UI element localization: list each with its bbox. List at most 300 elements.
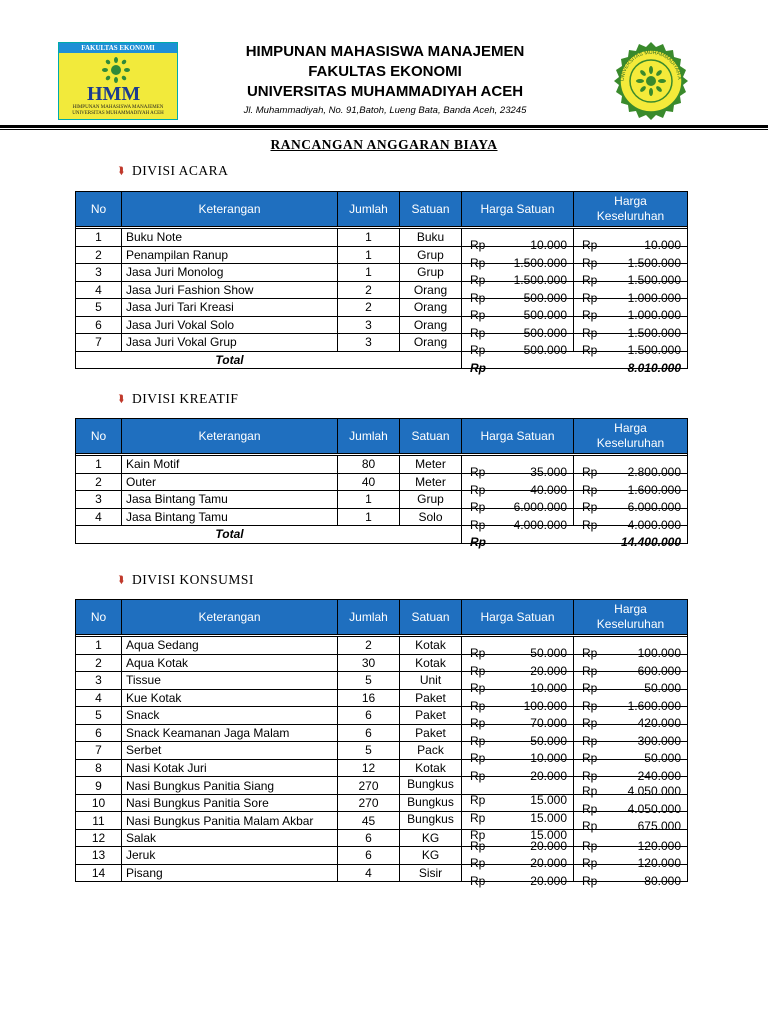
currency-label: Rp: [470, 517, 486, 532]
amount: 15.000: [530, 828, 567, 842]
currency-label: Rp: [582, 819, 598, 833]
row-harga-satuan: [462, 281, 574, 305]
row-jumlah: 6: [338, 829, 400, 847]
row-harga-keseluruhan: [574, 316, 688, 340]
section-heading-konsumsi: ⮯ DIVISI KONSUMSI: [118, 572, 254, 587]
col-header-jumlah: Jumlah: [338, 419, 400, 454]
table-row: [76, 299, 688, 317]
row-harga-keseluruhan: [574, 246, 688, 270]
row-jumlah: 1: [338, 264, 400, 282]
row-harga-satuan: [462, 316, 574, 340]
row-harga-satuan: [462, 473, 574, 497]
row-harga-satuan: [462, 864, 574, 888]
row-harga-keseluruhan: [574, 672, 688, 696]
row-satuan: Meter: [400, 473, 462, 491]
row-jumlah: 3: [338, 316, 400, 334]
amount: 300.000: [637, 733, 681, 748]
row-harga-satuan: [462, 794, 574, 825]
row-keterangan: Nasi Bungkus Panitia Malam Akbar: [122, 812, 338, 830]
col-header-keterangan: Keterangan: [122, 419, 338, 454]
logo-faculty-label: FAKULTAS EKONOMI: [59, 43, 177, 53]
amount: 1.600.000: [627, 698, 681, 713]
amount: 4.000.000: [513, 517, 567, 532]
row-harga-satuan: [462, 759, 574, 783]
row-harga-satuan: [462, 491, 574, 515]
letterhead-rule-thin: [0, 129, 768, 130]
row-satuan: Unit: [400, 672, 462, 690]
currency-label: Rp: [470, 768, 486, 783]
row-satuan: Orang: [400, 316, 462, 334]
amount: 20.000: [530, 856, 567, 871]
col-header-jumlah: Jumlah: [338, 600, 400, 635]
hmm-logo: [58, 42, 178, 120]
currency-label: Rp: [582, 255, 598, 270]
row-harga-keseluruhan: [574, 724, 688, 748]
row-jumlah: 2: [338, 281, 400, 299]
table-acara: [75, 191, 688, 375]
row-keterangan: Buku Note: [122, 229, 338, 247]
row-harga-satuan: [462, 456, 574, 480]
amount: 500.000: [523, 290, 567, 305]
currency-label: Rp: [470, 873, 486, 888]
row-jumlah: 3: [338, 334, 400, 352]
row-no: 5: [76, 299, 122, 317]
col-header-no: No: [76, 419, 122, 454]
currency-label: Rp: [582, 500, 598, 515]
currency-label: Rp: [470, 308, 486, 323]
row-harga-satuan: [462, 229, 574, 253]
table-row: [76, 654, 688, 672]
row-no: 4: [76, 281, 122, 299]
table-row: [76, 689, 688, 707]
currency-label: Rp: [470, 273, 486, 288]
row-jumlah: 2: [338, 299, 400, 317]
currency-label: Rp: [470, 343, 486, 358]
amount: 10.000: [644, 238, 681, 253]
total-value: 8.010.000: [574, 351, 688, 369]
table-row: [76, 491, 688, 509]
row-jumlah: 45: [338, 812, 400, 830]
amount: 15.000: [530, 793, 567, 807]
row-harga-keseluruhan: [574, 473, 688, 497]
col-header-harga-satuan: Harga Satuan: [462, 419, 574, 454]
row-keterangan: Jasa Bintang Tamu: [122, 508, 338, 526]
table-row: [76, 812, 688, 830]
currency-label: Rp: [582, 733, 598, 748]
row-no: 7: [76, 742, 122, 760]
col-header-harga-keseluruhan: Harga Keseluruhan: [574, 419, 688, 454]
currency-label: Rp: [470, 733, 486, 748]
row-jumlah: 270: [338, 777, 400, 795]
row-satuan: Meter: [400, 456, 462, 474]
org-name: HIMPUNAN MAHASISWA MANAJEMEN: [245, 43, 525, 60]
row-no: 2: [76, 473, 122, 491]
currency-label: Rp: [582, 663, 598, 678]
table-row: [76, 246, 688, 264]
table-konsumsi: [75, 599, 688, 888]
currency-label: Rp: [582, 716, 598, 731]
university-name: UNIVERSITAS MUHAMMADIYAH ACEH: [246, 83, 524, 100]
row-jumlah: 30: [338, 654, 400, 672]
row-keterangan: Jasa Juri Tari Kreasi: [122, 299, 338, 317]
amount: 120.000: [637, 838, 681, 853]
amount: 50.000: [530, 733, 567, 748]
table-row: [76, 281, 688, 299]
table-row: [76, 229, 688, 247]
currency-label: Rp: [582, 273, 598, 288]
row-harga-satuan: [462, 777, 574, 807]
row-no: 1: [76, 456, 122, 474]
row-keterangan: Jeruk: [122, 847, 338, 865]
row-satuan: Pack: [400, 742, 462, 760]
arrow-bullet-icon: ⮯: [118, 575, 125, 586]
row-harga-satuan: [462, 246, 574, 270]
table-row: [76, 334, 688, 352]
row-harga-keseluruhan: [574, 759, 688, 783]
row-keterangan: Kue Kotak: [122, 689, 338, 707]
currency-label: Rp: [470, 698, 486, 713]
row-harga-satuan: [462, 637, 574, 661]
row-satuan: KG: [400, 829, 462, 847]
amount: 120.000: [637, 856, 681, 871]
row-no: 8: [76, 759, 122, 777]
col-header-jumlah: Jumlah: [338, 192, 400, 227]
row-satuan: Orang: [400, 299, 462, 317]
total-currency: Rp: [462, 351, 574, 369]
row-jumlah: 6: [338, 847, 400, 865]
currency-label: Rp: [470, 751, 486, 766]
amount: 70.000: [530, 716, 567, 731]
row-harga-keseluruhan: [574, 281, 688, 305]
arrow-bullet-icon: ⮯: [118, 394, 125, 405]
row-keterangan: Outer: [122, 473, 338, 491]
table-row: [76, 473, 688, 491]
currency-label: Rp: [470, 290, 486, 305]
amount: 2.800.000: [627, 465, 681, 480]
amount: 10.000: [530, 238, 567, 253]
row-keterangan: Snack Keamanan Jaga Malam: [122, 724, 338, 742]
row-jumlah: 270: [338, 794, 400, 812]
seal-text: UNIVERSITAS MUHAMMADIYAH A: [619, 49, 683, 82]
currency-label: Rp: [582, 681, 598, 696]
row-jumlah: 2: [338, 637, 400, 655]
row-keterangan: Nasi Bungkus Panitia Siang: [122, 777, 338, 795]
row-satuan: Grup: [400, 491, 462, 509]
row-satuan: Bungkus: [400, 777, 462, 795]
row-keterangan: Penampilan Ranup: [122, 246, 338, 264]
table-row: [76, 794, 688, 812]
currency-label: Rp: [582, 784, 598, 798]
row-harga-keseluruhan: [574, 491, 688, 515]
currency-label: Rp: [582, 698, 598, 713]
row-satuan: Paket: [400, 689, 462, 707]
currency-label: Rp: [470, 663, 486, 678]
currency-label: Rp: [470, 325, 486, 340]
amount: 6.000.000: [627, 500, 681, 515]
logo-subtitle: HIMPUNAN MAHASISWA MANAJEMEN UNIVERSITAS MUHAMMADIYAH ACEH: [72, 105, 164, 116]
amount: 1.500.000: [627, 273, 681, 288]
amount: 500.000: [523, 325, 567, 340]
row-satuan: Bungkus: [400, 812, 462, 830]
currency-label: Rp: [470, 716, 486, 731]
col-header-harga-keseluruhan: Harga Keseluruhan: [574, 600, 688, 635]
amount: 10.000: [530, 751, 567, 766]
table-body-kreatif: [76, 454, 688, 532]
amount: 50.000: [644, 751, 681, 766]
university-seal-icon: [610, 40, 692, 122]
row-no: 4: [76, 689, 122, 707]
currency-label: Rp: [582, 801, 598, 816]
currency-label: Rp: [582, 482, 598, 497]
currency-label: Rp: [582, 873, 598, 888]
row-harga-keseluruhan: [574, 334, 688, 358]
row-jumlah: 1: [338, 246, 400, 264]
col-header-satuan: Satuan: [400, 419, 462, 454]
currency-label: Rp: [582, 768, 598, 783]
row-keterangan: Jasa Juri Fashion Show: [122, 281, 338, 299]
row-keterangan: Aqua Sedang: [122, 637, 338, 655]
row-satuan: Sisir: [400, 864, 462, 882]
row-harga-keseluruhan: [574, 229, 688, 253]
amount: 1.500.000: [627, 325, 681, 340]
row-jumlah: 6: [338, 707, 400, 725]
row-satuan: Kotak: [400, 637, 462, 655]
total-value: 14.400.000: [574, 526, 688, 544]
row-no: 5: [76, 707, 122, 725]
row-jumlah: 80: [338, 456, 400, 474]
table-row: [76, 864, 688, 882]
row-harga-keseluruhan: [574, 742, 688, 766]
table-row: [76, 847, 688, 865]
row-harga-satuan: [462, 689, 574, 713]
row-jumlah: 5: [338, 742, 400, 760]
currency-label: Rp: [470, 238, 486, 253]
amount: 40.000: [530, 482, 567, 497]
amount: 1.500.000: [513, 255, 567, 270]
letterhead-rule-thick: [0, 125, 768, 128]
row-harga-satuan: [462, 829, 574, 853]
table-row: [76, 724, 688, 742]
address: Jl. Muhammadiyah, No. 91,Batoh, Lueng Bata, Banda Aceh, 23245: [243, 105, 527, 116]
amount: 100.000: [637, 646, 681, 661]
table-row: [76, 829, 688, 847]
row-satuan: Paket: [400, 707, 462, 725]
total-row-kreatif: [76, 526, 688, 544]
total-currency: Rp: [462, 526, 574, 544]
row-satuan: Orang: [400, 334, 462, 352]
section-heading-kreatif: ⮯ DIVISI KREATIF: [118, 391, 239, 406]
amount: 675.000: [637, 819, 681, 833]
amount: 4.050.000: [627, 784, 681, 798]
currency-label: Rp: [470, 465, 486, 480]
row-satuan: Kotak: [400, 654, 462, 672]
currency-label: Rp: [470, 681, 486, 696]
table-row: [76, 759, 688, 777]
total-label: Total: [122, 351, 338, 369]
row-no: 10: [76, 794, 122, 812]
row-jumlah: 16: [338, 689, 400, 707]
row-harga-satuan: [462, 672, 574, 696]
row-harga-keseluruhan: [574, 812, 688, 833]
currency-label: Rp: [470, 500, 486, 515]
row-satuan: KG: [400, 847, 462, 865]
amount: 240.000: [637, 768, 681, 783]
row-harga-keseluruhan: [574, 689, 688, 713]
col-header-harga-keseluruhan: Harga Keseluruhan: [574, 192, 688, 227]
row-jumlah: 4: [338, 864, 400, 882]
currency-label: Rp: [470, 810, 486, 825]
sun-emblem-icon: [99, 57, 133, 83]
row-jumlah: 1: [338, 229, 400, 247]
row-harga-keseluruhan: [574, 654, 688, 678]
row-no: 3: [76, 264, 122, 282]
row-no: 14: [76, 864, 122, 882]
row-keterangan: Serbet: [122, 742, 338, 760]
currency-label: Rp: [470, 482, 486, 497]
amount: 20.000: [530, 873, 567, 888]
row-no: 2: [76, 654, 122, 672]
row-satuan: Kotak: [400, 759, 462, 777]
amount: 1.000.000: [627, 290, 681, 305]
row-harga-satuan: [462, 724, 574, 748]
col-header-keterangan: Keterangan: [122, 600, 338, 635]
amount: 1.500.000: [627, 343, 681, 358]
col-header-harga-satuan: Harga Satuan: [462, 192, 574, 227]
currency-label: Rp: [582, 856, 598, 871]
amount: 1.600.000: [627, 482, 681, 497]
amount: 20.000: [530, 768, 567, 783]
total-label: Total: [122, 526, 338, 544]
row-jumlah: 6: [338, 724, 400, 742]
col-header-harga-satuan: Harga Satuan: [462, 600, 574, 635]
row-keterangan: Jasa Juri Vokal Solo: [122, 316, 338, 334]
table-kreatif: [75, 418, 688, 550]
row-keterangan: Aqua Kotak: [122, 654, 338, 672]
row-keterangan: Kain Motif: [122, 456, 338, 474]
amount: 6.000.000: [513, 500, 567, 515]
col-header-no: No: [76, 600, 122, 635]
amount: 80.000: [644, 873, 681, 888]
currency-label: Rp: [470, 646, 486, 661]
currency-label: Rp: [582, 646, 598, 661]
currency-label: Rp: [582, 325, 598, 340]
amount: 20.000: [530, 838, 567, 853]
section-heading-acara: ⮯ DIVISI ACARA: [118, 163, 229, 178]
row-keterangan: Pisang: [122, 864, 338, 882]
table-row: [76, 264, 688, 282]
row-jumlah: 12: [338, 759, 400, 777]
row-harga-keseluruhan: [574, 299, 688, 323]
row-no: 6: [76, 316, 122, 334]
row-keterangan: Jasa Bintang Tamu: [122, 491, 338, 509]
row-no: 2: [76, 246, 122, 264]
row-harga-keseluruhan: [574, 264, 688, 288]
col-header-satuan: Satuan: [400, 192, 462, 227]
table-row: [76, 777, 688, 795]
amount: 420.000: [637, 716, 681, 731]
letterhead: [180, 42, 590, 116]
table-body-acara: [76, 227, 688, 358]
row-keterangan: Nasi Kotak Juri: [122, 759, 338, 777]
table-body-konsumsi: [76, 635, 688, 888]
row-harga-keseluruhan: [574, 707, 688, 731]
row-keterangan: Jasa Juri Vokal Grup: [122, 334, 338, 352]
row-harga-satuan: [462, 742, 574, 766]
document-title: RANCANGAN ANGGARAN BIAYA: [270, 137, 498, 152]
currency-label: Rp: [582, 343, 598, 358]
row-satuan: Bungkus: [400, 794, 462, 812]
table-row: [76, 637, 688, 655]
row-harga-keseluruhan: [574, 847, 688, 871]
col-header-keterangan: Keterangan: [122, 192, 338, 227]
amount: 500.000: [523, 308, 567, 323]
amount: 4.000.000: [627, 517, 681, 532]
row-harga-satuan: [462, 847, 574, 871]
amount: 1.000.000: [627, 308, 681, 323]
currency-label: Rp: [470, 828, 486, 842]
total-row-acara: [76, 351, 688, 369]
row-no: 7: [76, 334, 122, 352]
row-no: 1: [76, 637, 122, 655]
row-harga-keseluruhan: [574, 456, 688, 480]
amount: 1.500.000: [513, 273, 567, 288]
amount: 600.000: [637, 663, 681, 678]
row-harga-keseluruhan: [574, 777, 688, 798]
row-jumlah: 1: [338, 491, 400, 509]
currency-label: Rp: [582, 308, 598, 323]
currency-label: Rp: [470, 838, 486, 853]
amount: 100.000: [523, 698, 567, 713]
amount: 50.000: [530, 646, 567, 661]
row-jumlah: 40: [338, 473, 400, 491]
row-no: 12: [76, 829, 122, 847]
currency-label: Rp: [582, 517, 598, 532]
row-harga-satuan: [462, 654, 574, 678]
row-satuan: Grup: [400, 246, 462, 264]
row-harga-keseluruhan: [574, 637, 688, 661]
row-no: 3: [76, 672, 122, 690]
table-row: [76, 316, 688, 334]
logo-hmm-mark: HMM: [87, 83, 141, 105]
currency-label: Rp: [582, 465, 598, 480]
table-row: [76, 707, 688, 725]
currency-label: Rp: [470, 856, 486, 871]
col-header-satuan: Satuan: [400, 600, 462, 635]
row-satuan: Orang: [400, 281, 462, 299]
row-harga-satuan: [462, 264, 574, 288]
row-keterangan: Jasa Juri Monolog: [122, 264, 338, 282]
table-row: [76, 456, 688, 474]
row-harga-satuan: [462, 299, 574, 323]
row-harga-keseluruhan: [574, 508, 688, 532]
row-harga-keseluruhan: [574, 864, 688, 888]
row-harga-satuan: [462, 508, 574, 532]
row-satuan: Solo: [400, 508, 462, 526]
faculty-name: FAKULTAS EKONOMI: [308, 63, 462, 80]
currency-label: Rp: [470, 255, 486, 270]
amount: 15.000: [530, 810, 567, 825]
currency-label: Rp: [582, 838, 598, 853]
row-harga-satuan: [462, 812, 574, 842]
row-jumlah: 5: [338, 672, 400, 690]
table-row: [76, 742, 688, 760]
currency-label: Rp: [582, 751, 598, 766]
row-no: 1: [76, 229, 122, 247]
amount: 20.000: [530, 663, 567, 678]
row-keterangan: Salak: [122, 829, 338, 847]
amount: 10.000: [530, 681, 567, 696]
row-no: 11: [76, 812, 122, 830]
